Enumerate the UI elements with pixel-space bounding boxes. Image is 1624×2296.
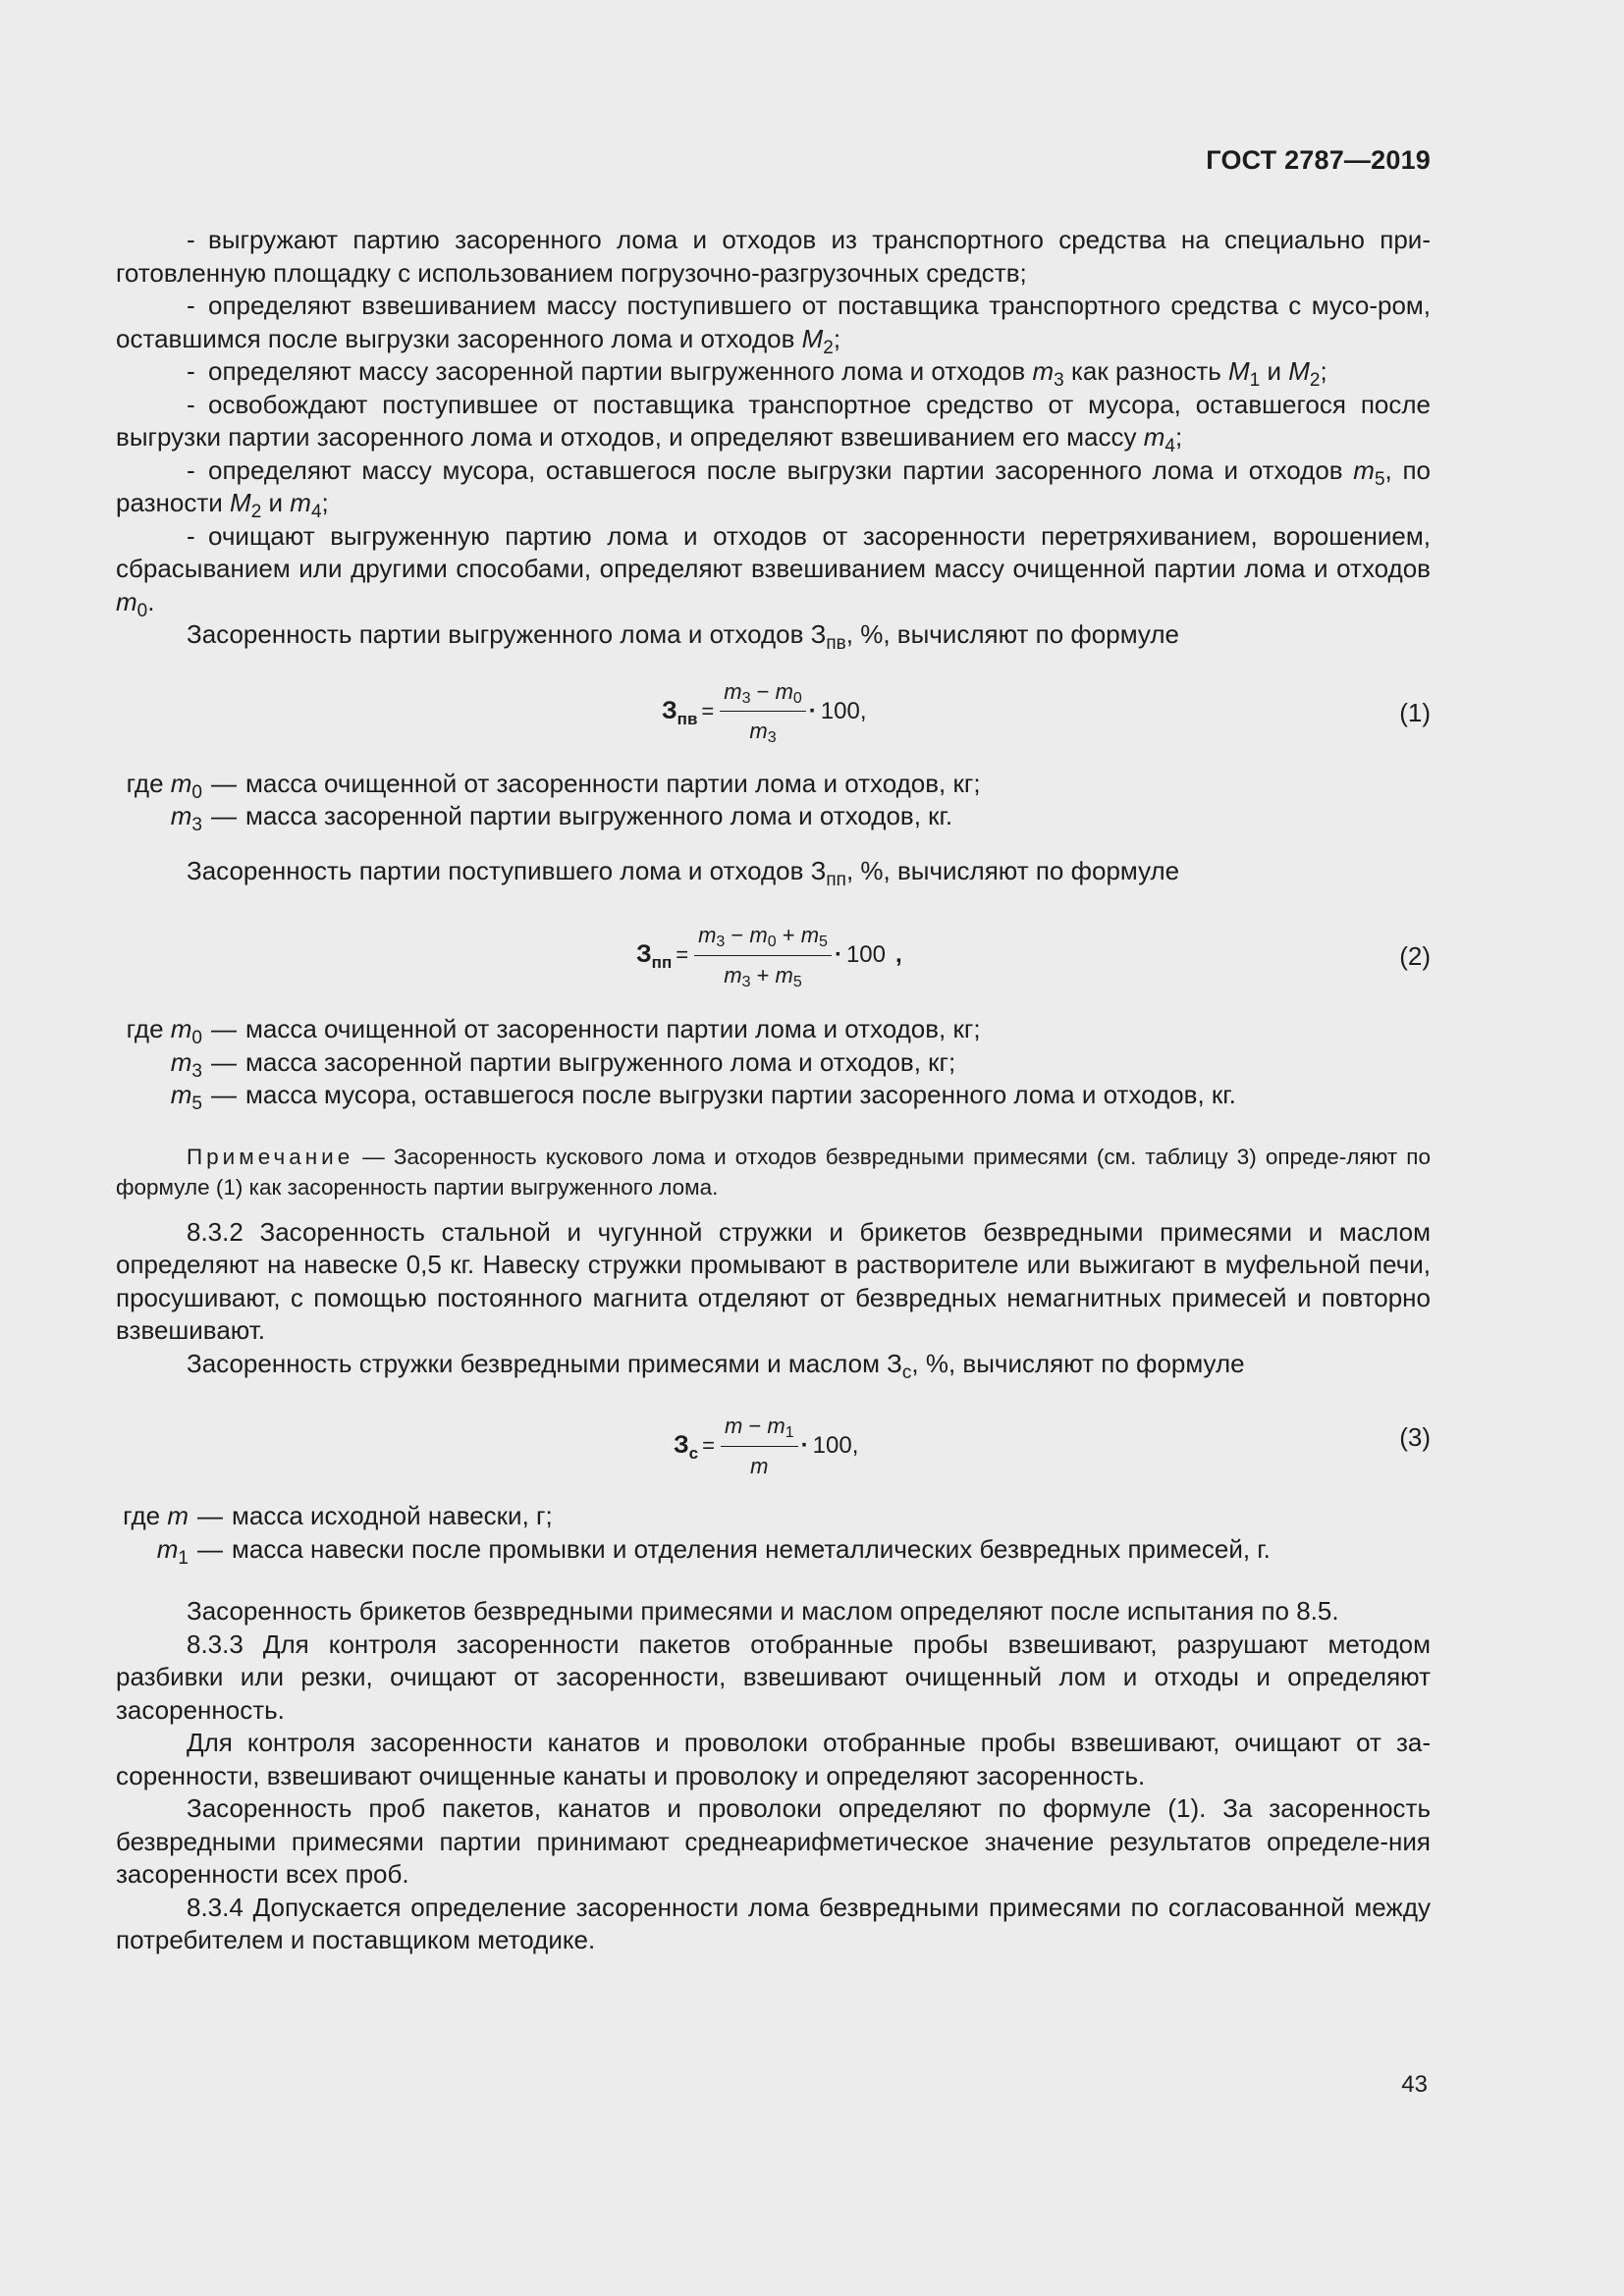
paragraph: Для контроля засоренности канатов и проволоки отобранные пробы взвешивают, очищают от за-соренности, взвешивают очищенные канаты и проволоку и определяют засоренность.: [116, 1728, 1431, 1790]
document-code: ГОСТ 2787—2019: [1206, 145, 1431, 175]
note-text: — Засоренность кускового лома и отходов безвредными примесями (см. таблицу 3) опреде-ляют по формуле (1) как засоренность партии выгруженного лома.: [116, 1144, 1431, 1200]
formula2-intro: Засоренность партии поступившего лома и отходов $З_{пп}$, %, вычисляют по формуле: [187, 855, 1180, 890]
page-content: [116, 224, 1431, 1957]
closing-paragraphs: [116, 1595, 1431, 1957]
legend-row: где $m_0$ — масса очищенной от засоренности партии лома и отходов, кг;: [126, 1014, 981, 1048]
formula-3-number: (3): [1399, 1422, 1431, 1452]
procedure-item: - определяют массу мусора, оставшегося после выгрузки партии засоренного лома и отходов $m_5$, по разности $M_2$ и $m_4$;: [116, 454, 1431, 522]
note: [116, 1142, 1431, 1202]
legend-row: $m_5$ — масса мусора, оставшегося после выгрузки партии засоренного лома и отходов, кг.: [170, 1080, 1236, 1114]
formula-2: $З_{пп}$ = $\frac{m_3 - m_0 + m_5}{m_3 + m_5}$ · 100 , (2): [116, 909, 1431, 1007]
formula3-intro: Засоренность стружки безвредными примесями и маслом $З_с$, %, вычисляют по формуле: [187, 1348, 1245, 1383]
page-number: 43: [1401, 2071, 1428, 2098]
formula1-intro: Засоренность партии выгруженного лома и отходов $З_{пв}$, %, вычисляют по формуле: [187, 619, 1179, 654]
paragraph: Засоренность проб пакетов, канатов и проволоки определяют по формуле (1). За засоренность безвредными примесями партии принимают среднеарифметическое значение результатов определе-ния засоренности всех проб.: [116, 1793, 1431, 1889]
legend-row: $m_3$ — масса засоренной партии выгруженного лома и отходов, кг;: [170, 1046, 956, 1082]
paragraph-8-3-2: 8.3.2 Засоренность стальной и чугунной стружки и брикетов безвредными примесями и маслом определяют на навеске 0,5 кг. Навеску стружки промывают в растворителе или выжигают в муфельной печи, просушивают, с помощью постоянного магнита отделяют от безвредных немагнитных примесей и повторно взвешивают.: [116, 1216, 1431, 1345]
paragraph: Засоренность брикетов безвредными примесями и маслом определяют после испытания по 8.5.: [187, 1596, 1339, 1626]
formula-2-legend: [116, 1013, 1431, 1112]
procedure-item: - определяют взвешиванием массу поступившего от поставщика транспортного средства с мусо-ром, оставшимся после выгрузки засоренного лома и отходов $M_2$;: [116, 291, 1431, 358]
formula-1: $З_{пв}$ = $\frac{m_3 - m_0}{m_3}$ · 100 , (1): [116, 666, 1431, 764]
legend-row: $m_3$ — масса засоренной партии выгруженного лома и отходов, кг.: [170, 801, 953, 835]
formula-1-legend: [116, 768, 1431, 833]
paragraph: 8.3.3 Для контроля засоренности пакетов отобранные пробы взвешивают, разрушают методом разбивки или резки, очищают от засоренности, взвешивают очищенный лом и отходы и определяют засоренность.: [116, 1629, 1431, 1725]
legend-row: $m_1$ — масса навески после промывки и отделения неметаллических безвредных примесей, г.: [156, 1533, 1271, 1569]
legend-row: где m — масса исходной навески, г;: [123, 1501, 553, 1530]
note-label: Примечание: [187, 1144, 354, 1169]
procedure-list: [116, 224, 1431, 621]
formula-1-number: (1): [1399, 697, 1431, 727]
procedure-item: - освобождают поступившее от поставщика транспортное средство от мусора, оставшегося после выгрузки партии засоренного лома и отходов, и определяют взвешиванием его массу $m_4$;: [116, 389, 1431, 456]
formula-3: $З_с$ = $\frac{m - m_1}{m}$ · 100 , (3): [116, 1400, 1431, 1498]
paragraph: 8.3.4 Допускается определение засоренности лома безвредными примесями по согласованной между потребителем и поставщиком методике.: [116, 1892, 1431, 1954]
procedure-item: - определяют массу засоренной партии выгруженного лома и отходов $m_3$ как разность $M_1$ и $M_2$;: [187, 356, 1327, 391]
formula-2-number: (2): [1399, 941, 1431, 971]
formula-3-legend: [116, 1500, 1431, 1569]
legend-row: где $m_0$ — масса очищенной от засоренности партии лома и отходов, кг;: [126, 768, 981, 803]
procedure-item: - очищают выгруженную партию лома и отходов от засоренности перетряхиванием, ворошением, сбрасыванием или другими способами, определяют взвешиванием массу очищенной партии лома и отходов $m_0$.: [116, 520, 1431, 621]
procedure-item: - выгружают партию засоренного лома и отходов из транспортного средства на специально при-готовленную площадку с использованием погрузочно-разгрузочных средств;: [116, 225, 1431, 288]
